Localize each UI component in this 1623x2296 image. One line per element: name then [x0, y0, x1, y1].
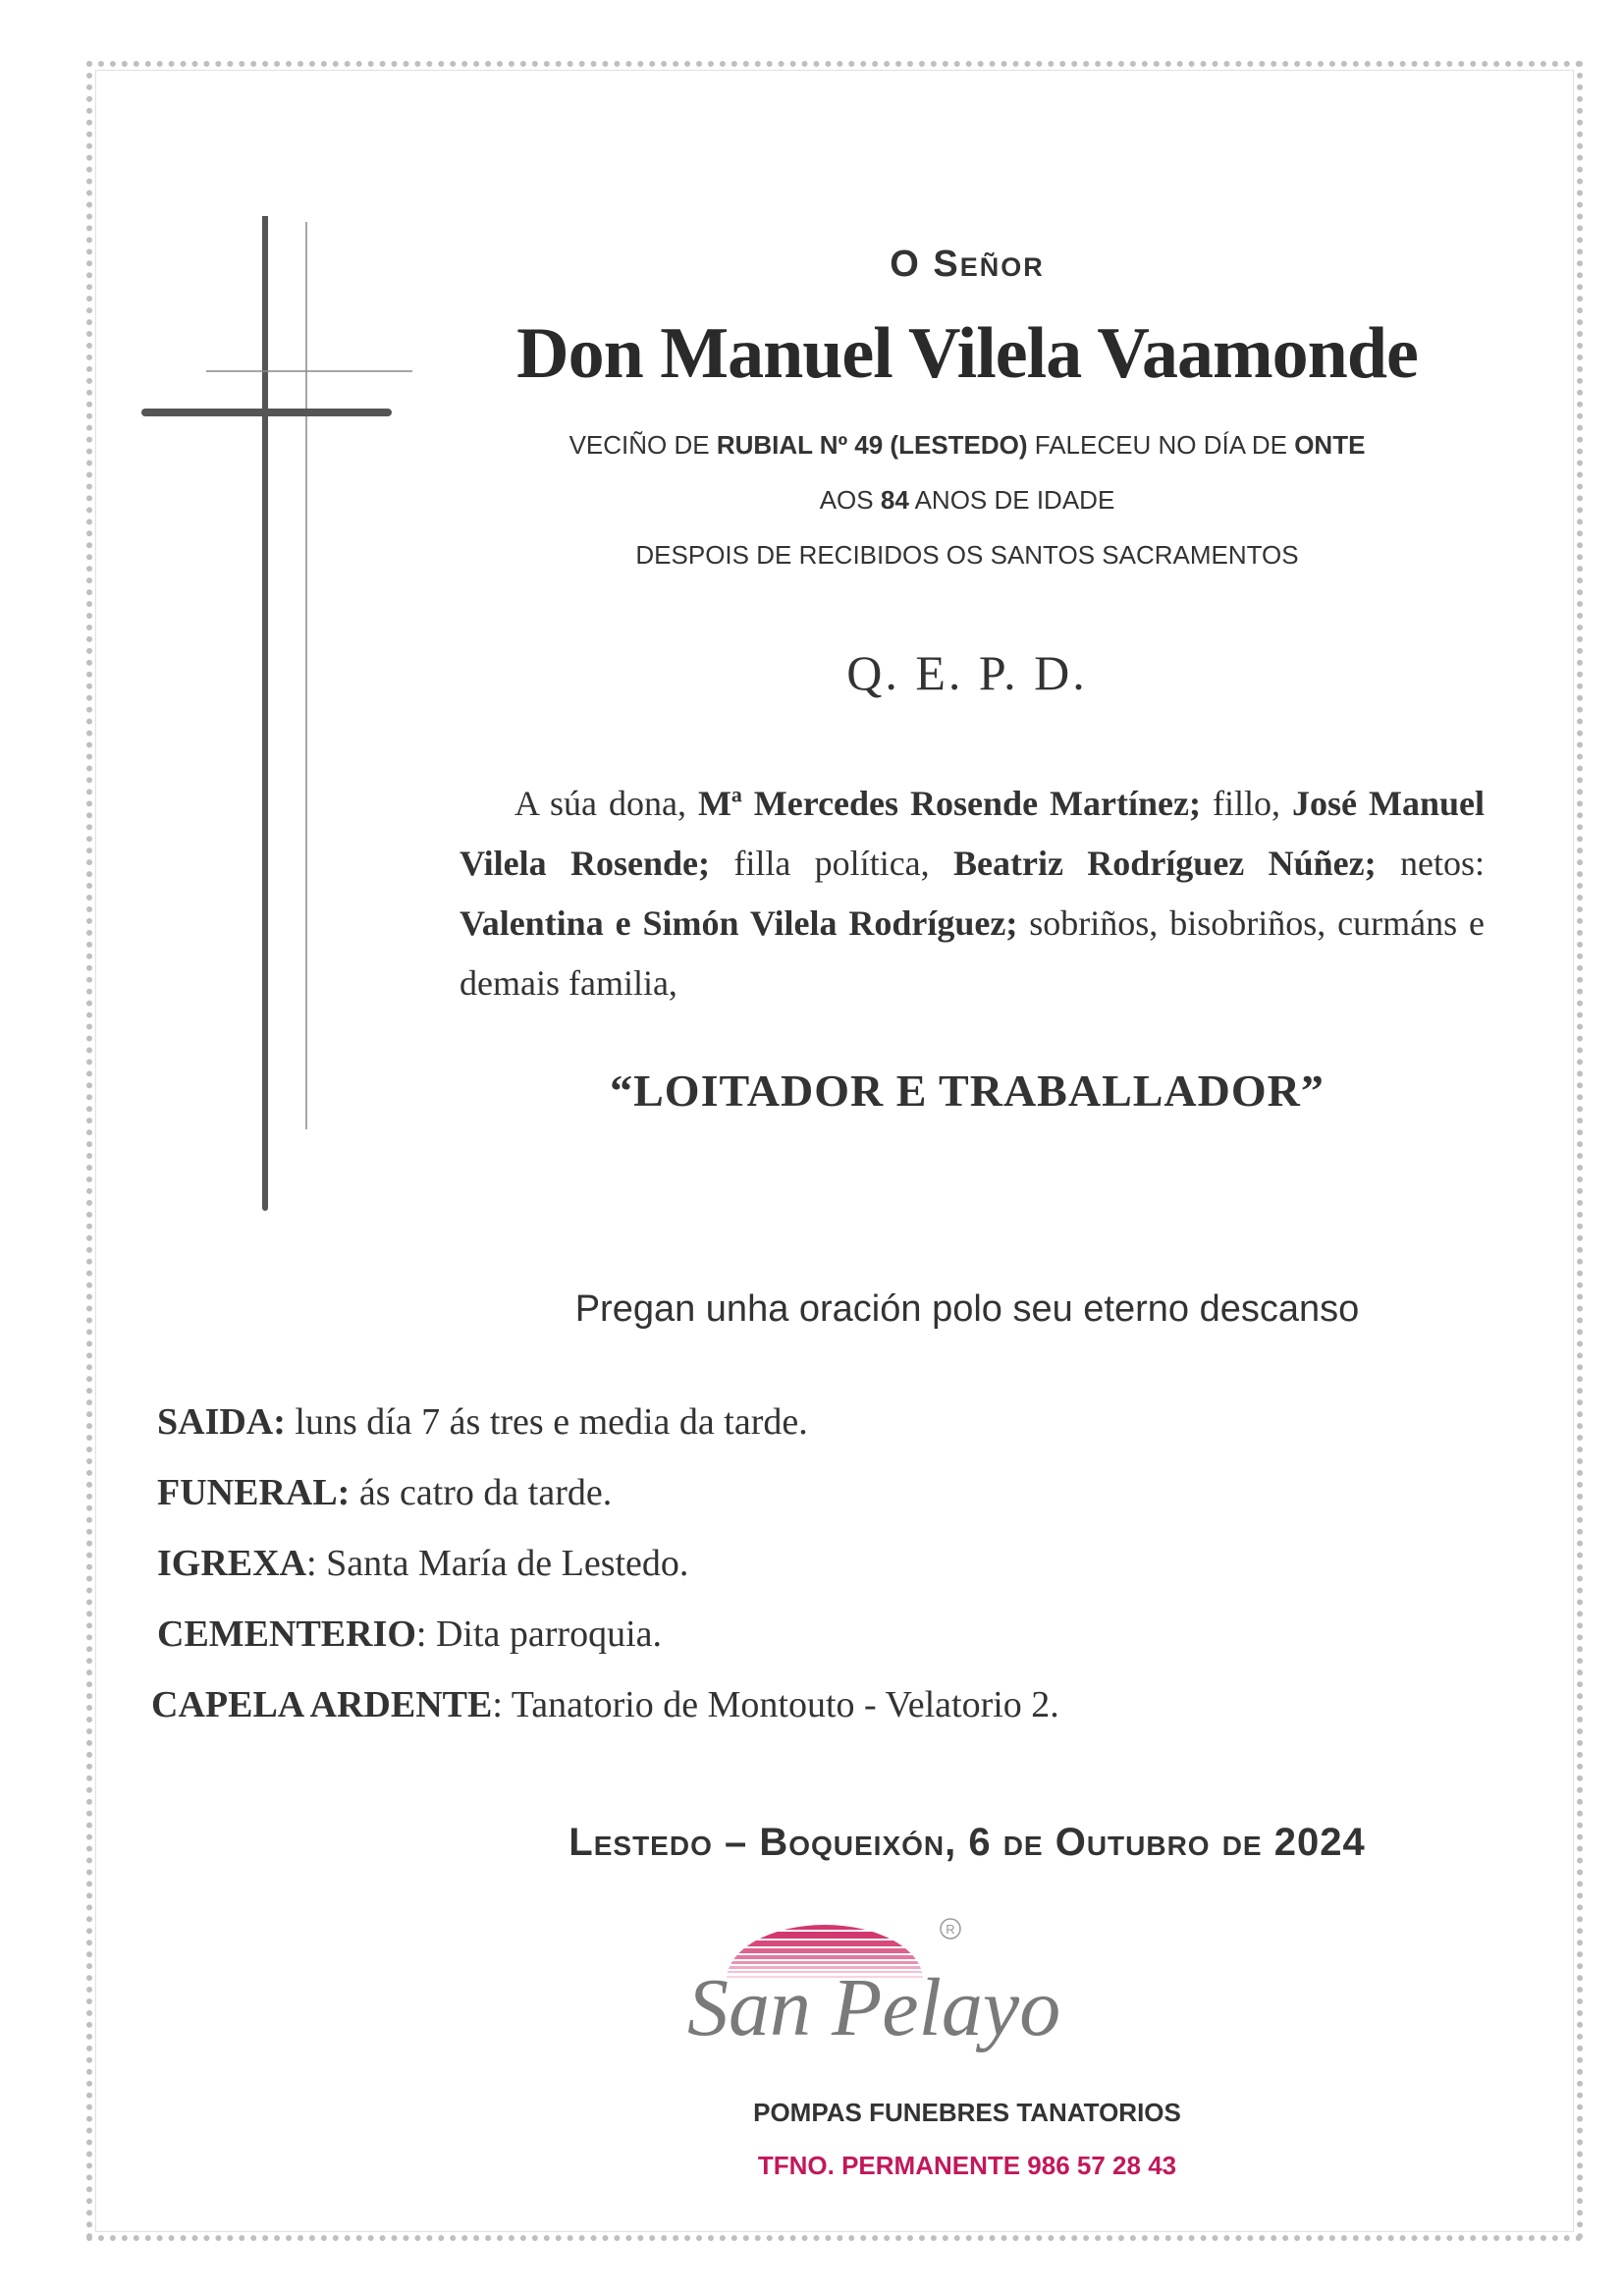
info-address: RUBIAL Nº 49 (LESTEDO)	[716, 430, 1028, 460]
event-label: FUNERAL:	[157, 1472, 351, 1513]
motto: “LOITADOR E TRABALLADOR”	[610, 1066, 1325, 1116]
event-label: CEMENTERIO	[157, 1613, 416, 1655]
cross-icon	[137, 216, 432, 1218]
title-prefix: O Señor	[890, 244, 1045, 285]
place-date: Lestedo – Boqueixón, 6 de Outubro de 2024	[568, 1821, 1366, 1864]
event-value: ás catro da tarde.	[350, 1472, 613, 1513]
info-text: VECIÑO DE	[568, 430, 717, 460]
family-grandchildren: Valentina e Simón Vilela Rodríguez;	[460, 903, 1018, 943]
event-saida	[157, 1387, 1059, 1457]
info-line-residence	[452, 430, 1483, 461]
event-igrexa	[157, 1528, 1059, 1599]
info-age: 84	[880, 485, 909, 515]
event-value: : Santa María de Lestedo.	[306, 1543, 689, 1584]
family-text: A súa dona,	[514, 784, 698, 823]
company-tagline: POMPAS FUNEBRES TANATORIOS	[753, 2098, 1181, 2127]
info-line-age	[452, 485, 1483, 516]
event-label: SAIDA:	[157, 1401, 286, 1443]
family-text: netos:	[1376, 844, 1485, 883]
svg-text:R: R	[946, 1922, 955, 1937]
event-label: IGREXA	[157, 1543, 307, 1584]
qepd-text: Q. E. P. D.	[846, 645, 1088, 700]
event-capela	[151, 1669, 1059, 1740]
family-text: sobriños, bisobriños, curmáns e demais familia,	[460, 903, 1485, 1003]
info-line-sacraments: DESPOIS DE RECIBIDOS OS SANTOS SACRAMENTOS	[635, 540, 1299, 570]
deceased-name: Don Manuel Vilela Vaamonde	[516, 313, 1418, 394]
company-phone: TFNO. PERMANENTE 986 57 28 43	[757, 2151, 1177, 2180]
family-daughter-in-law: Beatriz Rodríguez Núñez;	[953, 844, 1377, 883]
event-value: : Tanatorio de Montouto - Velatorio 2.	[492, 1684, 1059, 1725]
info-text: ANOS DE IDADE	[908, 485, 1115, 515]
prayer-request: Pregan unha oración polo seu eterno descanso	[574, 1288, 1360, 1330]
event-funeral	[157, 1457, 1059, 1528]
family-paragraph	[460, 774, 1485, 1013]
logo-wordmark: San Pelayo	[687, 1962, 1061, 2053]
info-text: FALECEU NO DÍA DE	[1027, 430, 1295, 460]
family-son: José Manuel Vilela Rosende;	[460, 784, 1485, 883]
info-day: ONTE	[1294, 430, 1366, 460]
family-text: filla política,	[710, 844, 954, 883]
events-list	[151, 1387, 1059, 1740]
event-label: CAPELA ARDENTE	[151, 1684, 493, 1725]
family-text: fillo,	[1200, 784, 1292, 823]
family-wife: Mª Mercedes Rosende Martínez;	[698, 784, 1201, 823]
event-value: : Dita parroquia.	[415, 1613, 663, 1655]
info-text: AOS	[819, 485, 881, 515]
event-cementerio	[157, 1599, 1059, 1669]
event-value: luns día 7 ás tres e media da tarde.	[285, 1401, 808, 1443]
